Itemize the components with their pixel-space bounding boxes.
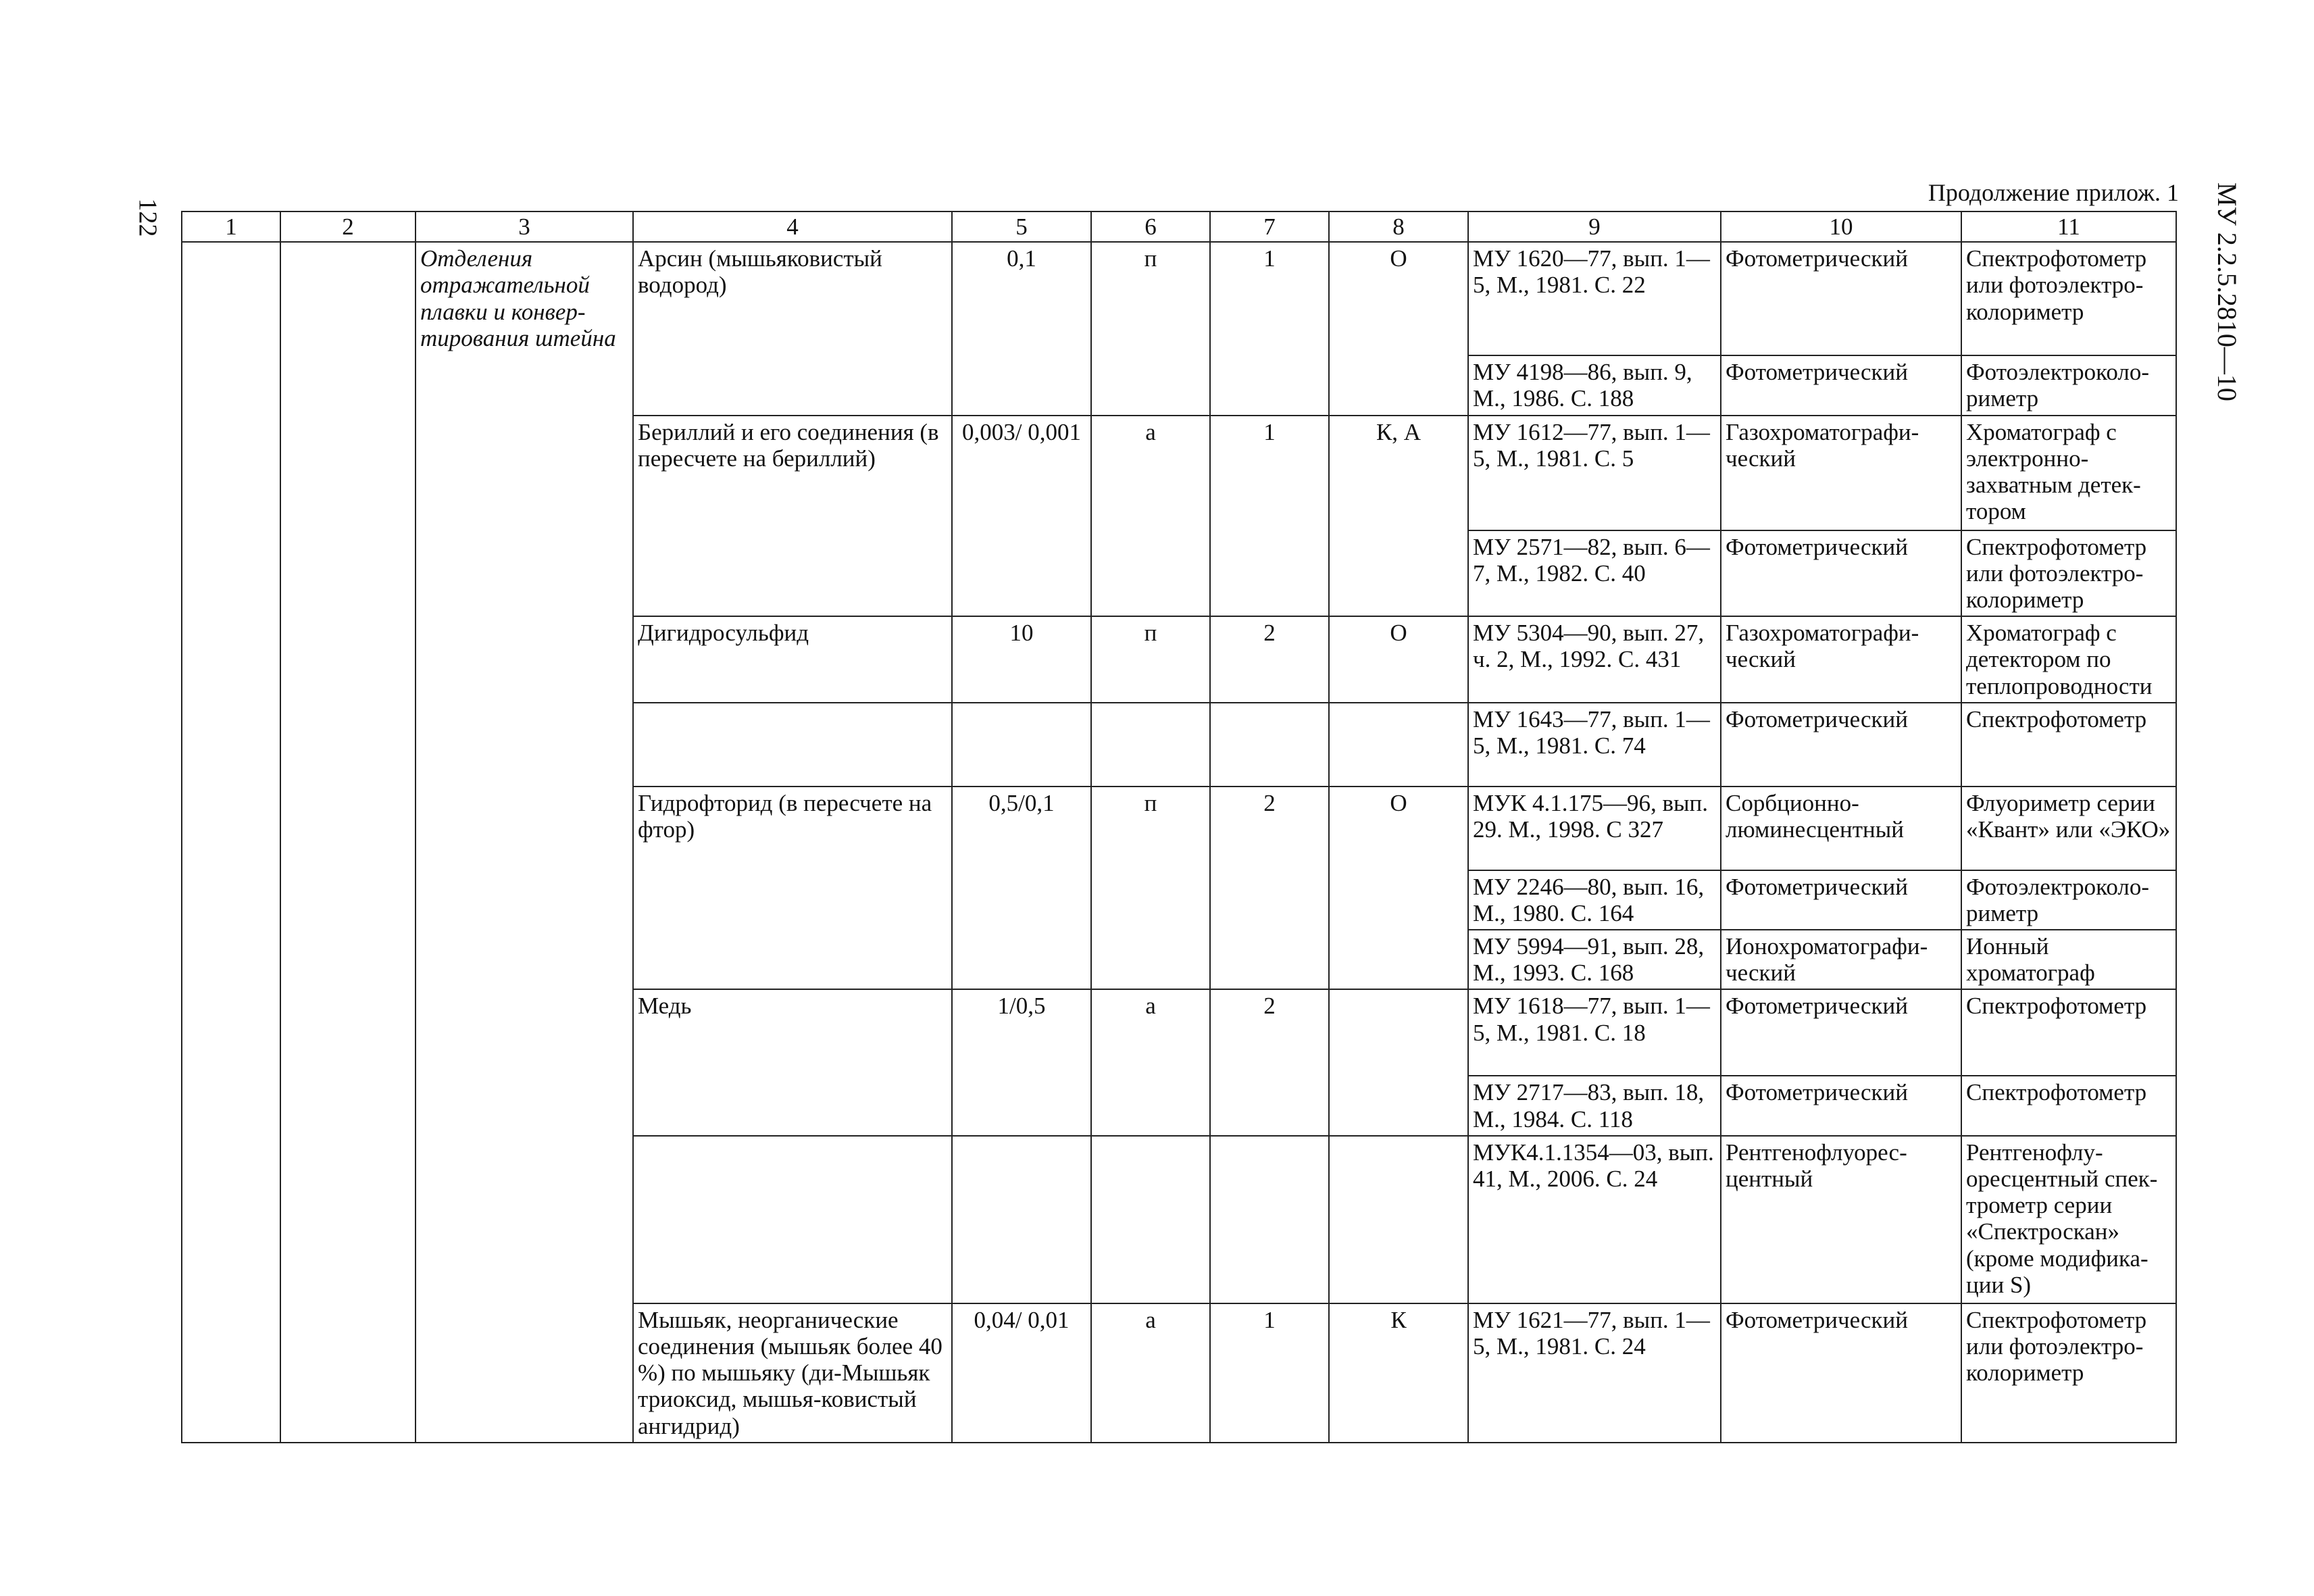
header-row [182,211,2176,242]
method-doc: МУ 1618—77, вып. 1—5, М., 1981. С. 18 [1468,989,1721,1076]
method-doc: МУ 1621—77, вып. 1—5, М., 1981. С. 24 [1468,1303,1721,1443]
method-device: Спектрофотометр [1961,1076,2176,1135]
cell-c5: 10 [952,616,1091,703]
cell-c7: 2 [1210,616,1329,703]
continuation-label: Продолжение прилож. 1 [1928,179,2179,206]
method-device: Хроматограф с электронно-захватным детек-тором [1961,416,2176,530]
col-header: 4 [633,211,952,242]
cell-c8: О [1329,616,1468,703]
cell-c5: 0,003/ 0,001 [952,416,1091,617]
cell-c5 [952,1136,1091,1303]
method-device: Флуориметр серии «Квант» или «ЭКО» [1961,787,2176,870]
method-device: Спектрофотометр или фотоэлектро-колориметр [1961,242,2176,355]
col-header: 6 [1091,211,1210,242]
col-header: 7 [1210,211,1329,242]
method-doc: МУК4.1.1354—03, вып. 41, М., 2006. С. 24 [1468,1136,1721,1303]
method-type: Фотометрический [1721,242,1961,355]
method-doc: МУ 1620—77, вып. 1—5, М., 1981. С. 22 [1468,242,1721,355]
cell-col1 [182,242,280,1443]
col-header: 11 [1961,211,2176,242]
cell-c6: а [1091,1303,1210,1443]
method-device: Спектрофотометр [1961,989,2176,1076]
method-type: Фотометрический [1721,1303,1961,1443]
cell-c8 [1329,703,1468,787]
method-type: Фотометрический [1721,355,1961,415]
cell-c7: 1 [1210,416,1329,617]
substance-name: Бериллий и его соединения (в пересчете на бериллий) [633,416,952,617]
method-device: Спектрофотометр [1961,703,2176,787]
substance-name: Дигидросульфид [633,616,952,703]
method-doc: МУ 2717—83, вып. 18, М., 1984. С. 118 [1468,1076,1721,1135]
method-type: Фотометрический [1721,703,1961,787]
col-header: 1 [182,211,280,242]
method-device: Фотоэлектроколо-риметр [1961,355,2176,415]
substance-name: Гидрофторид (в пересчете на фтор) [633,787,952,990]
cell-c6: а [1091,989,1210,1135]
col-header: 10 [1721,211,1961,242]
method-doc: МУ 4198—86, вып. 9, М., 1986. С. 188 [1468,355,1721,415]
method-type: Фотометрический [1721,989,1961,1076]
cell-c7: 1 [1210,1303,1329,1443]
method-device: Спектрофотометр или фотоэлектро-колориметр [1961,1303,2176,1443]
method-device: Хроматограф с детектором по теплопроводности [1961,616,2176,703]
method-type: Фотометрический [1721,530,1961,617]
method-device: Рентгенофлу-оресцентный спек-трометр серии «Спектроскан» (кроме модифика-ции S) [1961,1136,2176,1303]
method-doc: МУ 1643—77, вып. 1—5, М., 1981. С. 74 [1468,703,1721,787]
method-doc: МУ 2571—82, вып. 6—7, М., 1982. С. 40 [1468,530,1721,617]
cell-c5: 0,04/ 0,01 [952,1303,1091,1443]
method-type: Фотометрический [1721,870,1961,930]
cell-col2 [280,242,416,1443]
cell-c8: О [1329,787,1468,990]
col-header: 2 [280,211,416,242]
substance-name: Медь [633,989,952,1135]
cell-c6: п [1091,787,1210,990]
method-type: Рентгенофлуорес-центный [1721,1136,1961,1303]
cell-c7 [1210,1136,1329,1303]
substance-name [633,1136,952,1303]
cell-c8: О [1329,242,1468,415]
cell-c5: 0,1 [952,242,1091,415]
substance-name [633,703,952,787]
method-doc: МУ 2246—80, вып. 16, М., 1980. С. 164 [1468,870,1721,930]
cell-c8 [1329,1136,1468,1303]
substance-name: Мышьяк, неорганические соединения (мышьяк более 40 %) по мышьяку (ди-Мышьяк триоксид, мышья-ковистый ангидрид) [633,1303,952,1443]
data-table [181,211,2177,1443]
cell-c7: 2 [1210,787,1329,990]
method-type: Газохроматографи-ческий [1721,416,1961,530]
method-doc: МУ 5304—90, вып. 27, ч. 2, М., 1992. С. 431 [1468,616,1721,703]
cell-c6: а [1091,416,1210,617]
cell-c7: 2 [1210,989,1329,1135]
method-type: Газохроматографи-ческий [1721,616,1961,703]
cell-c7: 1 [1210,242,1329,415]
method-doc: МУ 5994—91, вып. 28, М., 1993. С. 168 [1468,930,1721,989]
method-type: Фотометрический [1721,1076,1961,1135]
cell-c6: п [1091,616,1210,703]
method-doc: МУК 4.1.175—96, вып. 29. М., 1998. С 327 [1468,787,1721,870]
section-label: Отделения отражательной плавки и конвер-тирования штейна [416,242,633,1443]
method-device: Спектрофотометр или фотоэлектро-колориметр [1961,530,2176,617]
col-header: 3 [416,211,633,242]
cell-c5 [952,703,1091,787]
cell-c5: 1/0,5 [952,989,1091,1135]
col-header: 9 [1468,211,1721,242]
method-type: Сорбционно-люминесцентный [1721,787,1961,870]
cell-c6 [1091,1136,1210,1303]
method-device: Фотоэлектроколо-риметр [1961,870,2176,930]
table-row [182,242,2176,355]
cell-c8 [1329,989,1468,1135]
cell-c5: 0,5/0,1 [952,787,1091,990]
method-type: Ионохроматографи-ческий [1721,930,1961,989]
substance-name: Арсин (мышьяковистый водород) [633,242,952,415]
cell-c7 [1210,703,1329,787]
col-header: 5 [952,211,1091,242]
cell-c8: К, А [1329,416,1468,617]
page-number: 122 [133,198,162,237]
method-doc: МУ 1612—77, вып. 1—5, М., 1981. С. 5 [1468,416,1721,530]
method-device: Ионный хроматограф [1961,930,2176,989]
cell-c8: К [1329,1303,1468,1443]
cell-c6: п [1091,242,1210,415]
cell-c6 [1091,703,1210,787]
col-header: 8 [1329,211,1468,242]
document-code: МУ 2.2.5.2810—10 [2212,182,2242,401]
